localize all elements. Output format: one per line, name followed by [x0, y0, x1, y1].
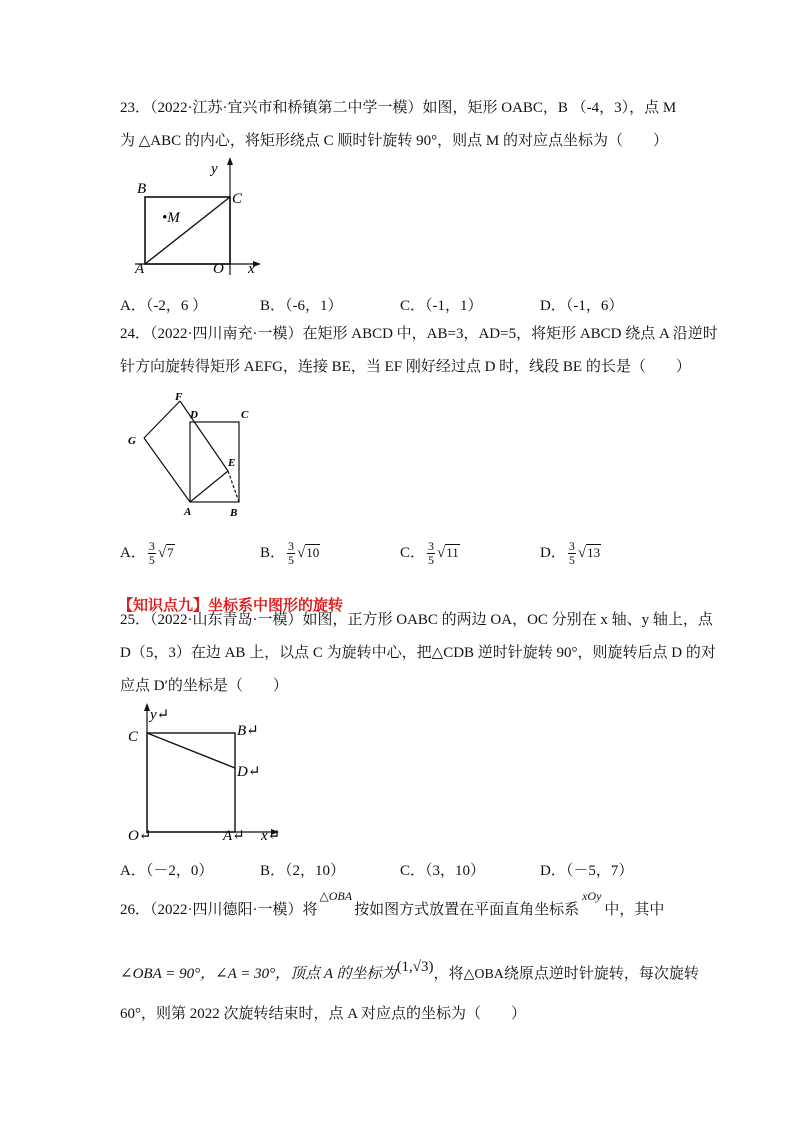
- q24-label-C: C: [241, 409, 249, 421]
- section-heading: 【知识点九】坐标系中图形的旋转: [118, 596, 344, 614]
- radicand: 13: [587, 545, 601, 560]
- q26-triangle-1: △OBA: [319, 889, 353, 903]
- denominator: 5: [288, 553, 295, 567]
- q24-option-b: [260, 540, 320, 567]
- numerator: 3: [148, 539, 155, 553]
- radicand: 10: [306, 545, 320, 560]
- q24-figure: [120, 388, 260, 518]
- numerator: 3: [428, 539, 435, 553]
- q23-option-d: D．（-1，6）: [540, 298, 624, 314]
- option-label: B．: [260, 544, 286, 561]
- q24-label-G: G: [128, 435, 136, 447]
- q25-label-C: C: [128, 729, 139, 745]
- denominator: 5: [428, 553, 435, 567]
- q24-label-F: F: [175, 391, 183, 403]
- q25-line3: 应点 D′的坐标是（ ）: [120, 678, 288, 694]
- q24-option-a: [120, 540, 175, 567]
- q24-option-d: [540, 540, 601, 567]
- q23-label-y: y: [211, 161, 218, 177]
- q23-label-B: B: [137, 181, 147, 197]
- numerator: 3: [568, 539, 575, 553]
- q26-line2: [120, 959, 699, 983]
- q25-option-c: C．（3，10）: [400, 863, 486, 879]
- q25-option-b: B．（2，10）: [260, 863, 346, 879]
- q23-figure: [125, 155, 270, 280]
- q23-line1: 23．（2022·江苏·宜兴市和桥镇第二中学一模）如图，矩形 OABC，B （-4，3），点 M: [120, 100, 677, 116]
- q25-label-x: x↵: [261, 828, 281, 843]
- q26-line2-b: ，将: [433, 966, 464, 982]
- q25-option-d: D．（－5，7）: [540, 863, 634, 879]
- fraction: [427, 540, 435, 567]
- q26-line1-b: 按如图方式放置在平面直角坐标系: [354, 902, 580, 918]
- q23-line2: 为 △ABC 的内心，将矩形绕点 C 顺时针旋转 90°，则点 M 的对应点坐标为（ ）: [120, 133, 668, 149]
- numerator: 3: [288, 539, 295, 553]
- option-label: C．: [400, 544, 426, 561]
- q25-option-a: A．（－2，0）: [120, 863, 214, 879]
- q25-figure: [125, 703, 285, 843]
- radical: √13: [577, 545, 601, 561]
- q23-option-b: B．（-6，1）: [260, 298, 343, 314]
- q24-label-B: B: [230, 507, 238, 518]
- q25-label-y: y↵: [150, 707, 170, 723]
- radicand: 11: [446, 545, 459, 560]
- q26-line3: 60°，则第 2022 次旋转结束时，点 A 对应点的坐标为（ ）: [120, 1006, 527, 1022]
- fraction: [568, 540, 576, 567]
- q23-label-A: A: [135, 261, 145, 277]
- q24-option-c: [400, 540, 460, 567]
- radical: √11: [437, 545, 459, 561]
- q26-line1-a: 26．（2022·四川德阳·一模）将: [120, 902, 318, 918]
- option-label: D．: [540, 544, 566, 561]
- q23-option-a: A．（-2，6 ）: [120, 298, 208, 314]
- q25-label-A: A↵: [223, 828, 245, 843]
- q23-option-c: C．（-1，1）: [400, 298, 483, 314]
- q26-line1-c: 中，其中: [604, 902, 665, 918]
- q23-label-C: C: [232, 191, 243, 207]
- q26-triangle-2: △OBA: [463, 967, 504, 982]
- denominator: 5: [568, 553, 575, 567]
- q26-xoy: xOy: [582, 889, 602, 903]
- radical: √7: [157, 545, 174, 561]
- q23-label-M: •M: [162, 210, 180, 226]
- q26-line1: [120, 889, 665, 919]
- q25-line2: D（5，3）在边 AB 上，以点 C 为旋转中心，把△CDB 逆时针旋转 90°，则旋转后点 D 的对: [120, 645, 716, 661]
- q25-label-O: O↵: [128, 828, 152, 843]
- q24-label-E: E: [228, 457, 236, 469]
- fraction: [148, 540, 156, 567]
- radicand: 7: [167, 545, 174, 560]
- q23-label-O: O: [213, 261, 224, 277]
- q25-label-B: B↵: [237, 723, 259, 739]
- option-label: A．: [120, 544, 146, 561]
- q25-label-D: D↵: [237, 764, 261, 780]
- q25-line1: 25．（2022·山东青岛·一模）如图，正方形 OABC 的两边 OA，OC 分别在 x 轴、y 轴上，点: [120, 612, 713, 628]
- denominator: 5: [148, 553, 155, 567]
- fraction: [287, 540, 295, 567]
- radical: √10: [297, 545, 320, 561]
- q23-label-x: x: [248, 261, 255, 277]
- q24-label-D: D: [190, 409, 198, 421]
- q24-label-A: A: [184, 506, 192, 518]
- q24-line2: 针方向旋转得矩形 AEFG，连接 BE，当 EF 刚好经过点 D 时，线段 BE 的长是（ ）: [120, 359, 691, 375]
- q26-line2-a: ∠OBA = 90°，∠A = 30°，顶点 A 的坐标为: [120, 966, 397, 982]
- q24-line1: 24．（2022·四川南充·一模）在矩形 ABCD 中，AB=3，AD=5，将矩形 ABCD 绕点 A 沿逆时: [120, 326, 718, 342]
- q26-line2-c: 绕原点逆时针旋转，每次旋转: [503, 966, 699, 982]
- q26-coordinate: (1,√3): [396, 959, 434, 975]
